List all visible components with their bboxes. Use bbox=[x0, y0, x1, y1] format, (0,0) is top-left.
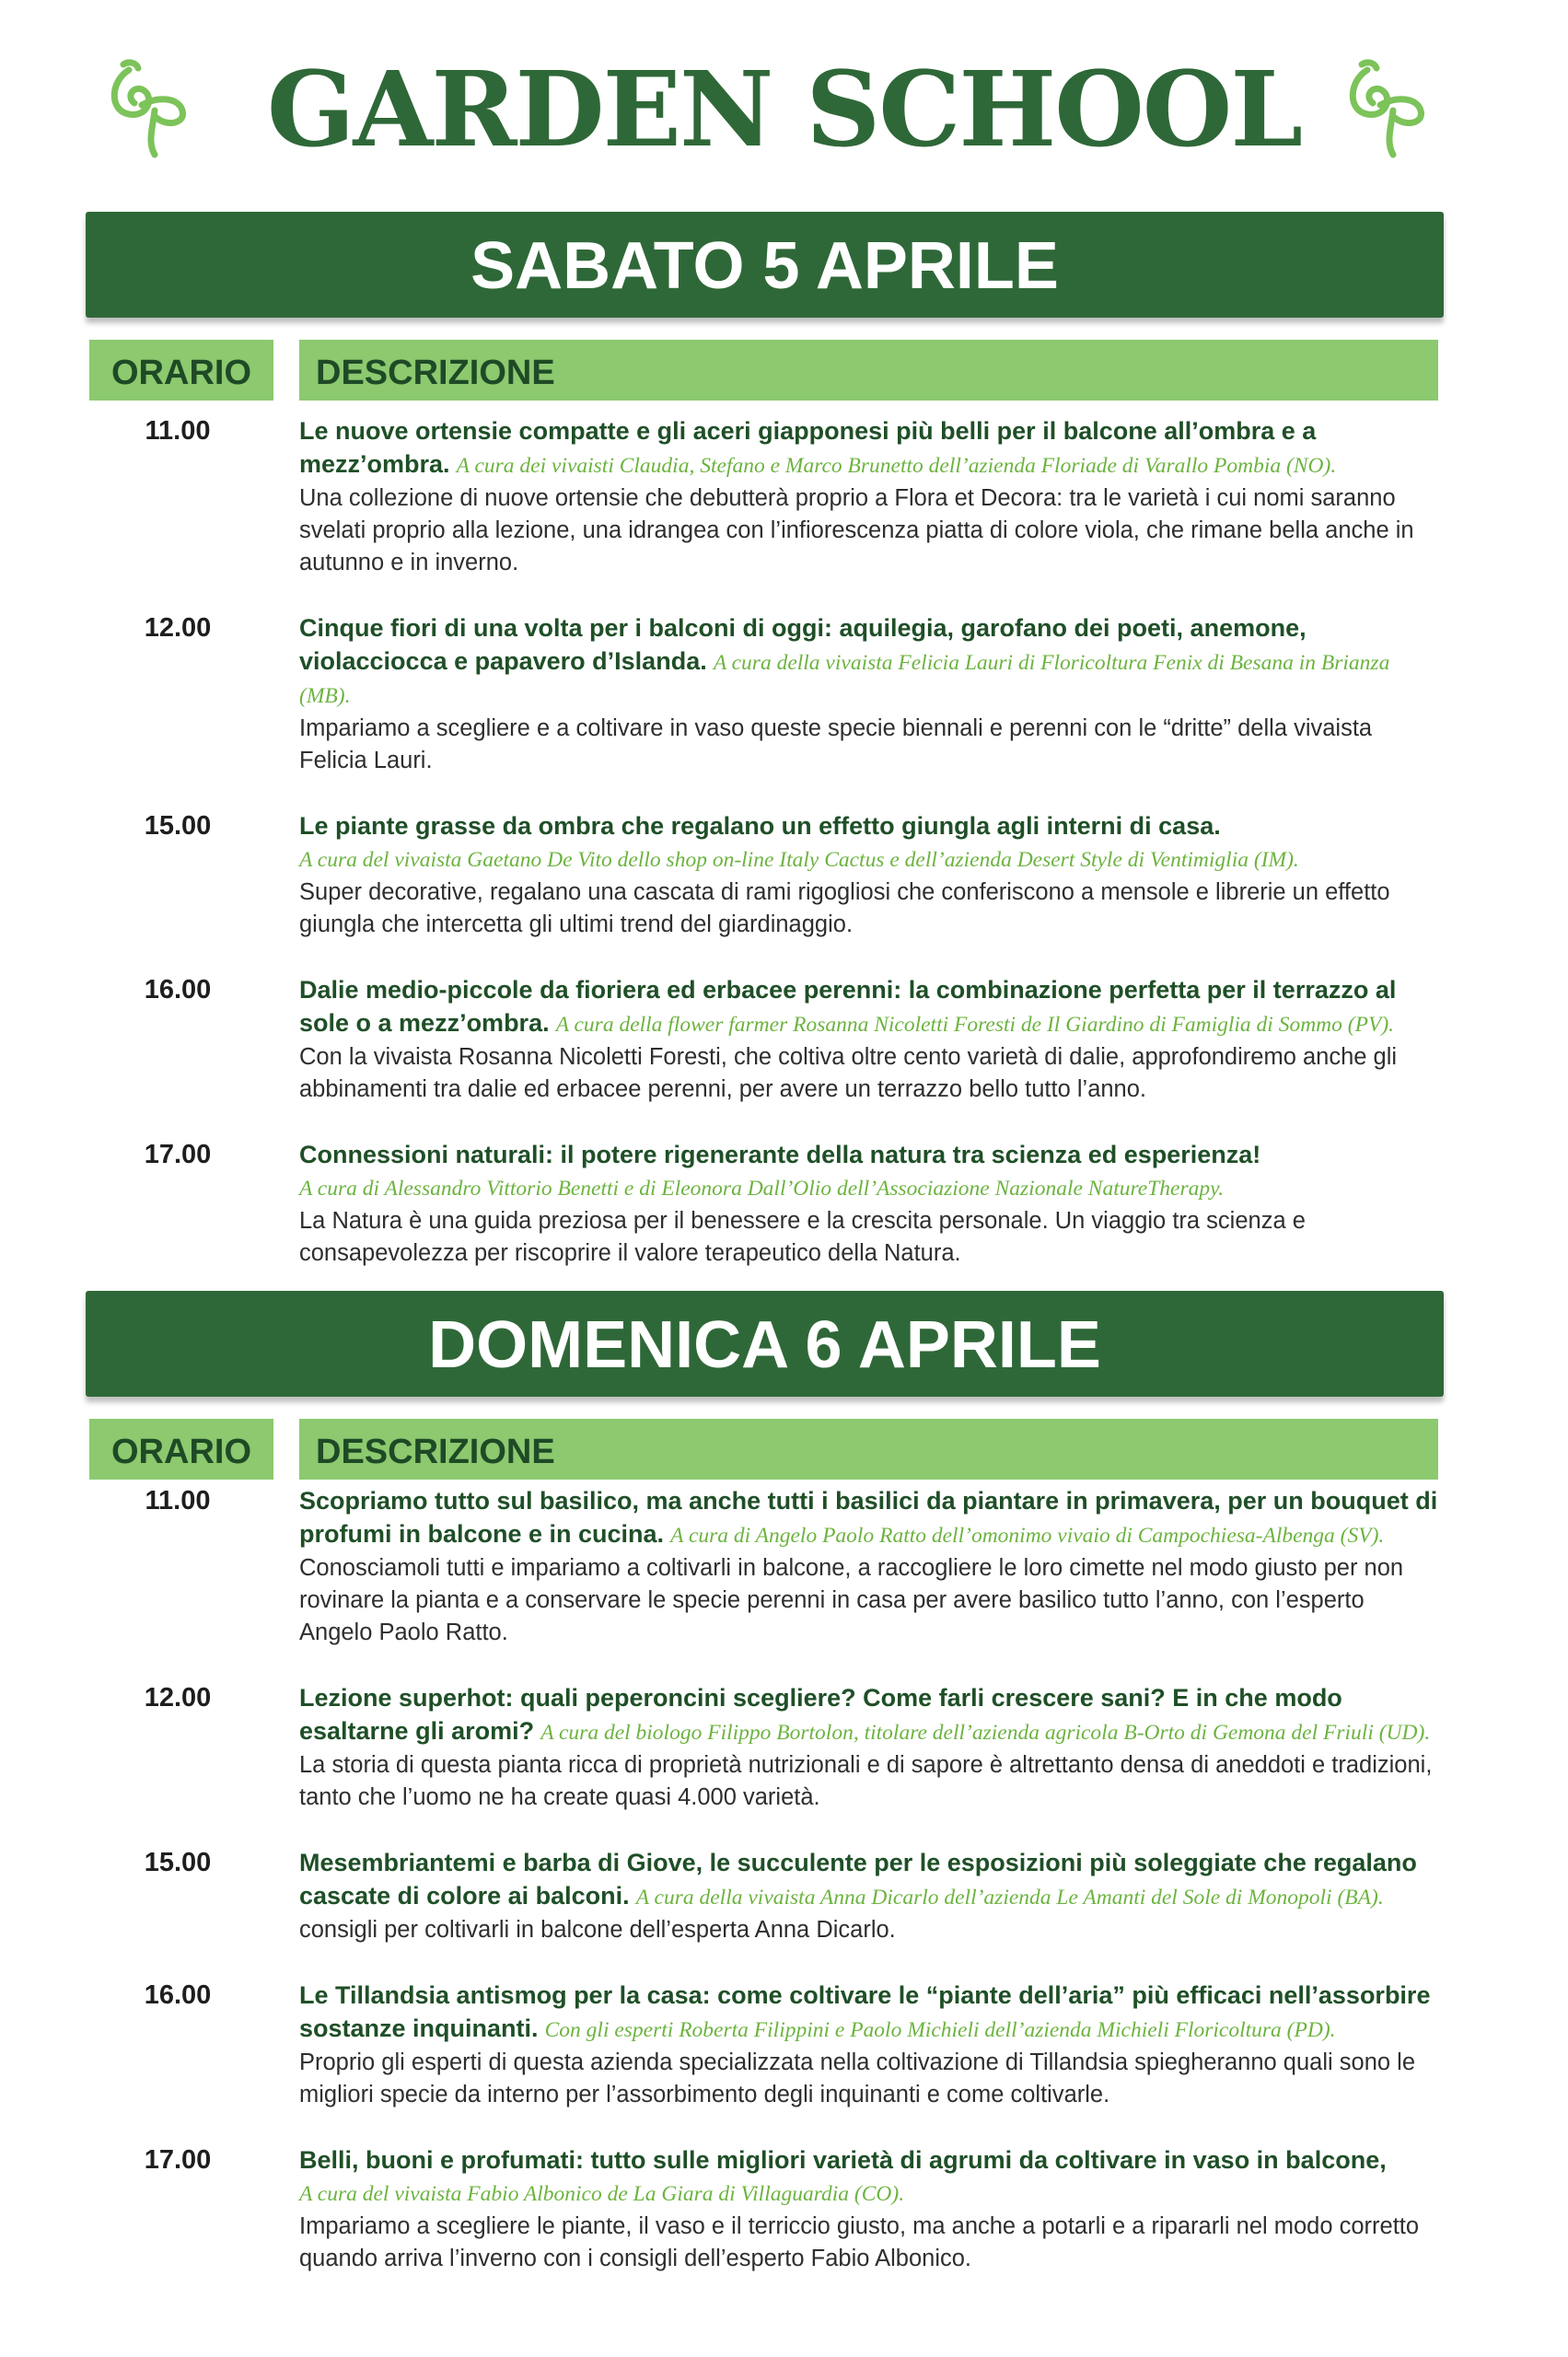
event-credit: A cura della vivaista Felicia Lauri di Floricoltura Fenix di Besana in Brianza (MB). bbox=[299, 651, 1390, 708]
schedule-time: 11.00 bbox=[145, 416, 211, 446]
schedule-time: 15.00 bbox=[144, 1848, 212, 1877]
schedule-time: 11.00 bbox=[145, 1486, 211, 1515]
schedule-description bbox=[299, 810, 1438, 941]
event-text: Con la vivaista Rosanna Nicoletti Foresti, che coltiva oltre cento varietà di dalie, approfondiremo anche gli abbinamenti tra dalie ed erbacee perenni, per avere un terrazzo bello tutto l’anno. bbox=[299, 1044, 1398, 1102]
schedule-time: 12.00 bbox=[144, 1683, 212, 1713]
schedule-description bbox=[299, 974, 1438, 1106]
event-credit: A cura del vivaista Fabio Albonico de La Giara di Villaguardia (CO). bbox=[299, 2182, 905, 2206]
schedule-description bbox=[299, 1485, 1438, 1649]
schedule-item bbox=[86, 974, 1444, 1106]
event-credit: A cura di Alessandro Vittorio Benetti e di Eleonora Dall’Olio dell’Associazione Nazionale NatureTherapy. bbox=[299, 1177, 1225, 1201]
schedule-description bbox=[299, 1980, 1438, 2111]
event-credit: A cura del biologo Filippo Bortolon, titolare dell’azienda agricola B-Orto di Gemona del Friuli (UD). bbox=[540, 1721, 1431, 1745]
day-section-saturday bbox=[86, 212, 1444, 1270]
column-time-label: ORARIO bbox=[89, 1419, 273, 1480]
page-header bbox=[0, 46, 1568, 175]
column-description-label: DESCRIZIONE bbox=[299, 340, 1438, 401]
event-text: Impariamo a scegliere le piante, il vaso e il terriccio giusto, ma anche a potarli e a ripararli nel modo corretto quando arriva l’inverno con i consigli dell’esperto Fabio Albonico. bbox=[299, 2213, 1420, 2271]
column-header bbox=[86, 1419, 1444, 1480]
schedule-item bbox=[86, 1682, 1444, 1814]
event-credit: A cura della flower farmer Rosanna Nicoletti Foresti de Il Giardino di Famiglia di Sommo (PV). bbox=[555, 1013, 1395, 1037]
schedule-description bbox=[299, 2144, 1438, 2275]
schedule-time: 17.00 bbox=[144, 1140, 212, 1169]
event-title: Connessioni naturali: il potere rigenerante della natura tra scienza ed esperienza! bbox=[299, 1141, 1261, 1168]
schedule-description bbox=[299, 1139, 1438, 1270]
schedule-description bbox=[299, 1682, 1438, 1814]
event-text: La Natura è una guida preziosa per il benessere e la crescita personale. Un viaggio tra scienza e consapevolezza per riscoprire il valore terapeutico della Natura. bbox=[299, 1208, 1306, 1266]
event-title: Le Tillandsia antismog per la casa: come coltivare le “piante dell’aria” più efficaci nell’assorbire sostanze inquinanti. bbox=[299, 1981, 1431, 2042]
event-title: Scopriamo tutto sul basilico, ma anche tutti i basilici da piantare in primavera, per un bouquet di profumi in balcone e in cucina. bbox=[299, 1487, 1438, 1548]
schedule-item bbox=[86, 2144, 1444, 2275]
event-title: Le nuove ortensie compatte e gli aceri giapponesi più belli per il balcone all’ombra e a mezz’ombra. bbox=[299, 417, 1317, 478]
event-text: Super decorative, regalano una cascata di rami rigogliosi che conferiscono a mensole e librerie un effetto giungla che intercetta gli ultimi trend del giardinaggio. bbox=[299, 879, 1390, 937]
event-credit: Con gli esperti Roberta Filippini e Paolo Michieli dell’azienda Michieli Floricoltura (PD). bbox=[544, 2018, 1336, 2042]
column-time-label: ORARIO bbox=[89, 340, 273, 401]
event-credit: A cura dei vivaisti Claudia, Stefano e Marco Brunetto dell’azienda Floriade di Varallo Pombia (NO). bbox=[456, 454, 1337, 478]
event-title: Dalie medio-piccole da fioriera ed erbacee perenni: la combinazione perfetta per il terrazzo al sole o a mezz’ombra. bbox=[299, 976, 1397, 1037]
day-heading: DOMENICA 6 APRILE bbox=[86, 1291, 1444, 1397]
schedule-item bbox=[86, 415, 1444, 579]
schedule-item bbox=[86, 612, 1444, 777]
schedule-time: 15.00 bbox=[144, 811, 212, 841]
page-title: GARDEN SCHOOL bbox=[266, 50, 1302, 170]
event-title: Belli, buoni e profumati: tutto sulle migliori varietà di agrumi da coltivare in vaso in balcone, bbox=[299, 2146, 1387, 2174]
schedule-description bbox=[299, 415, 1438, 579]
schedule-description bbox=[299, 612, 1438, 777]
schedule-description bbox=[299, 1847, 1438, 1946]
event-credit: A cura della vivaista Anna Dicarlo dell’azienda Le Amanti del Sole di Monopoli (BA). bbox=[635, 1886, 1384, 1910]
schedule-time: 12.00 bbox=[144, 613, 212, 643]
event-text: La storia di questa pianta ricca di proprietà nutrizionali e di sapore è altrettanto densa di aneddoti e tradizioni, tanto che l’uomo ne ha create quasi 4.000 varietà. bbox=[299, 1752, 1433, 1810]
event-title: Mesembriantemi e barba di Giove, le succulente per le esposizioni più soleggiate che regalano cascate di colore ai balconi. bbox=[299, 1849, 1417, 1910]
event-text: Conosciamoli tutti e impariamo a coltivarli in balcone, a raccogliere le loro cimette nel modo giusto per non rovinare la pianta e a conservare le specie perenni in casa per avere basilico tutto l’anno, con l’esperto Angelo Paolo Ratto. bbox=[299, 1555, 1404, 1645]
event-text: Una collezione di nuove ortensie che debutterà proprio a Flora et Decora: tra le varietà i cui nomi saranno svelati proprio alla lezione, una idrangea con l’infiorescenza piatta di colore viola, che rimane bella anche in autunno e in inverno. bbox=[299, 485, 1414, 575]
day-section-sunday bbox=[86, 1291, 1444, 2275]
event-text: consigli per coltivarli in balcone dell’esperta Anna Dicarlo. bbox=[299, 1917, 896, 1943]
schedule-item bbox=[86, 810, 1444, 941]
day-heading: SABATO 5 APRILE bbox=[86, 212, 1444, 318]
schedule-item bbox=[86, 1980, 1444, 2111]
event-credit: A cura di Angelo Paolo Ratto dell’omonimo vivaio di Campochiesa-Albenga (SV). bbox=[670, 1524, 1385, 1548]
schedule-time: 17.00 bbox=[144, 2145, 212, 2175]
event-credit: A cura del vivaista Gaetano De Vito dello shop on-line Italy Cactus e dell’azienda Desert Style di Ventimiglia (IM). bbox=[299, 848, 1299, 872]
event-title: Le piante grasse da ombra che regalano un effetto giungla agli interni di casa. bbox=[299, 812, 1221, 840]
event-title: Cinque fiori di una volta per i balconi di oggi: aquilegia, garofano dei poeti, anemone, violacciocca e papavero d’Islanda. bbox=[299, 614, 1307, 675]
schedule-item bbox=[86, 1139, 1444, 1270]
event-title: Lezione superhot: quali peperoncini scegliere? Come farli crescere sani? E in che modo esaltarne gli aromi? bbox=[299, 1684, 1342, 1745]
schedule-time: 16.00 bbox=[144, 1980, 212, 2010]
column-header bbox=[86, 340, 1444, 401]
event-text: Impariamo a scegliere e a coltivare in vaso queste specie biennali e perenni con le “dritte” della vivaista Felicia Lauri. bbox=[299, 715, 1373, 773]
event-text: Proprio gli esperti di questa azienda specializzata nella coltivazione di Tillandsia spiegheranno quali sono le migliori specie da interno per l’assorbimento degli inquinanti e come coltivarle. bbox=[299, 2049, 1415, 2107]
column-description-label: DESCRIZIONE bbox=[299, 1419, 1438, 1480]
schedule-time: 16.00 bbox=[144, 975, 212, 1004]
flourish-right-icon bbox=[1340, 53, 1432, 164]
schedule-item bbox=[86, 1485, 1444, 1649]
schedule-item bbox=[86, 1847, 1444, 1946]
